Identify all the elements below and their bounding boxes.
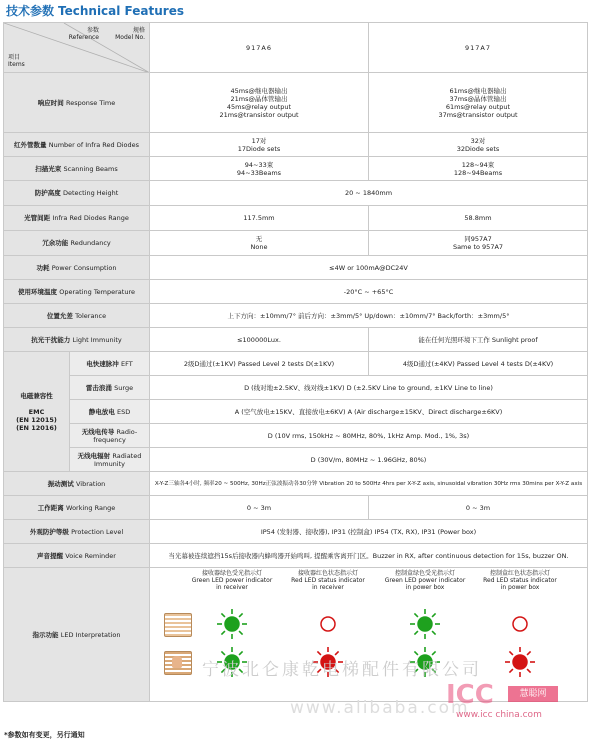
led-header-cn: 接收器绿色受光指示灯 <box>201 570 262 577</box>
row-radiated-immunity <box>4 448 588 472</box>
esd-value: A (空气放电±15KV、直接放电±6KV) A (Air discharge±15KV、Direct discharge±6KV) <box>150 400 588 424</box>
led-header-en2: in power box <box>500 584 540 591</box>
row-response-time <box>4 73 588 133</box>
header-model-en: Model No. <box>115 34 145 41</box>
row-temperature <box>4 280 588 304</box>
logo-cn: 慧聪网 <box>508 686 558 702</box>
label-light-immunity: 抗光干扰能力 Light Immunity <box>4 328 150 352</box>
eft-917a7: 4级D通过(±4KV) Passed Level 4 tests D(±4KV) <box>369 352 588 376</box>
redundancy-917a7: 同957A7 Same to 957A7 <box>369 231 588 256</box>
label-emc-group <box>4 352 70 472</box>
temperature-value: -20°C ~ +65°C <box>150 280 588 304</box>
response-917a7: 61ms@继电器输出 37ms@晶体管输出 61ms@relay output 37ms@transistor output <box>369 73 588 133</box>
led-header-cn: 接收器红色状态指示灯 <box>297 570 358 577</box>
emc-std2: (EN 12016) <box>16 423 57 432</box>
row-light-immunity <box>4 328 588 352</box>
label-beams: 扫描光束 Scanning Beams <box>4 157 150 181</box>
power-value: ≤4W or 100mA@DC24V <box>150 256 588 280</box>
diodes-917a7: 32对 32Diode sets <box>369 133 588 157</box>
led-column-header <box>377 570 473 591</box>
led-header-en2: in receiver <box>312 584 344 591</box>
vibration-value: X-Y-Z三轴各4小时, 频率20 ~ 500Hz, 30Hz正弦波振动各30分钟 Vibration 20 to 500Hz 4hrs per X-Y-Z axis, sinusoidal vibration 30Hz rms 30mins per X-Y-Z axis <box>150 472 588 496</box>
led-column-header <box>280 570 376 591</box>
label-protection: 外观防护等级 Protection Level <box>4 520 150 544</box>
label-vibration: 振动测试 Vibration <box>4 472 150 496</box>
radiated-immunity-value: D (30V/m, 80MHz ~ 1.96GHz, 80%) <box>150 448 588 472</box>
model-917a7: 917A7 <box>369 23 588 73</box>
label-diodes: 红外管数量 Number of Infra Red Diodes <box>4 133 150 157</box>
title-en: Technical Features <box>58 4 184 18</box>
section-title <box>6 2 184 19</box>
led-header-en1: Red LED status indicator <box>291 577 365 584</box>
header-row <box>4 23 588 73</box>
label-redundancy: 冗余功能 Redundancy <box>4 231 150 256</box>
height-value: 20 ~ 1840mm <box>150 181 588 206</box>
diodes-917a6: 17对 17Diode sets <box>150 133 369 157</box>
row-diodes <box>4 133 588 157</box>
response-917a6: 45ms@继电器输出 21ms@晶体管输出 45ms@relay output 21ms@transistor output <box>150 73 369 133</box>
watermark-company: 宁波北仑康乾电梯配件有限公司 <box>202 660 482 680</box>
range-917a7: 58.8mm <box>369 206 588 231</box>
footnote: *参数如有变更，另行通知 <box>4 731 85 739</box>
header-items <box>8 54 25 68</box>
row-surge <box>4 376 588 400</box>
watermark-alibaba: www.alibaba.com <box>290 698 470 718</box>
led-header-cn: 控制盒绿色受光指示灯 <box>394 570 455 577</box>
label-radiated-immunity: 无线电辐射 Radiated Immunity <box>70 448 150 472</box>
header-ref-en: Reference <box>68 34 99 41</box>
led-header-cn: 控制盒红色状态指示灯 <box>489 570 550 577</box>
row-radio-frequency <box>4 424 588 448</box>
surge-value: D (线对地±2.5KV、线对线±1KV) D (±2.5KV Line to ground, ±1KV Line to line) <box>150 376 588 400</box>
led-header-en1: Red LED status indicator <box>483 577 557 584</box>
emc-std1: (EN 12015) <box>16 415 57 424</box>
working-range-917a6: 0 ~ 3m <box>150 496 369 520</box>
row-eft <box>4 352 588 376</box>
label-esd: 静电放电 ESD <box>70 400 150 424</box>
tolerance-value: 上下方向：±10mm/7° 前后方向：±3mm/5° Up/down：±10mm/7° Back/forth：±3mm/5° <box>150 304 588 328</box>
protection-value: IP54 (发射器、接收器), IP31 (控制盒) IP54 (TX, RX), IP31 (Power box) <box>150 520 588 544</box>
row-beams <box>4 157 588 181</box>
label-range: 光管间距 Infra Red Diodes Range <box>4 206 150 231</box>
label-tolerance: 位置允差 Tolerance <box>4 304 150 328</box>
watermark-logo <box>446 680 564 724</box>
header-ref-model <box>68 27 145 41</box>
row-height <box>4 181 588 206</box>
row-protection <box>4 520 588 544</box>
label-eft: 电快速脉冲 EFT <box>70 352 150 376</box>
header-item-cn: 项目 <box>8 54 21 61</box>
light-917a7: 能在任何光照环境下工作 Sunlight proof <box>369 328 588 352</box>
row-redundancy <box>4 231 588 256</box>
label-power: 功耗 Power Consumption <box>4 256 150 280</box>
beams-917a6: 94~33束 94~33Beams <box>150 157 369 181</box>
label-radio-frequency: 无线电传导 Radio-frequency <box>70 424 150 448</box>
label-response-time: 响应时间 Response Time <box>4 73 150 133</box>
voice-value: 当光幕被连续遮挡15s后接收器内蜂鸣器开始鸣叫, 提醒乘客离开门区。Buzzer in RX, after continuous detection for 15s, buzzer ON. <box>150 544 588 568</box>
spec-table <box>3 22 588 702</box>
model-917a6: 917A6 <box>150 23 369 73</box>
working-range-917a7: 0 ~ 3m <box>369 496 588 520</box>
logo-icc: ICC <box>446 680 494 710</box>
row-tolerance <box>4 304 588 328</box>
row-range <box>4 206 588 231</box>
led-column-header <box>184 570 280 591</box>
red-led-icon <box>308 604 348 644</box>
label-temperature: 使用环境温度 Operating Temperature <box>4 280 150 304</box>
range-917a6: 117.5mm <box>150 206 369 231</box>
green-led-icon <box>405 604 445 644</box>
label-surge: 雷击浪涌 Surge <box>70 376 150 400</box>
row-working-range <box>4 496 588 520</box>
radio-frequency-value: D (10V rms, 150kHz ~ 80MHz, 80%, 1kHz Amp. Mod., 1%, 3s) <box>150 424 588 448</box>
led-header-en2: in power box <box>405 584 445 591</box>
emc-en: EMC <box>28 407 45 416</box>
label-height: 防护高度 Detecting Height <box>4 181 150 206</box>
title-cn: 技术参数 <box>6 4 55 18</box>
light-917a6: ≤100000Lux. <box>150 328 369 352</box>
emc-cn: 电磁兼容性 <box>20 391 53 400</box>
row-esd <box>4 400 588 424</box>
light-curtain-clear-icon <box>164 613 192 637</box>
beams-917a7: 128~94束 128~94Beams <box>369 157 588 181</box>
header-model-cn: 规格 <box>132 27 145 34</box>
header-item-en: Items <box>8 61 25 68</box>
row-voice <box>4 544 588 568</box>
redundancy-917a6: 无 None <box>150 231 369 256</box>
led-header-en1: Green LED power indicator <box>384 577 466 584</box>
label-working-range: 工作距离 Working Range <box>4 496 150 520</box>
led-header-en2: in receiver <box>216 584 248 591</box>
row-power <box>4 256 588 280</box>
eft-917a6: 2级D通过(±1KV) Passed Level 2 tests D(±1KV) <box>150 352 369 376</box>
red-led-icon <box>500 642 540 682</box>
green-led-icon <box>212 604 252 644</box>
header-ref-cn: 参数 <box>86 27 99 34</box>
led-column-header <box>472 570 568 591</box>
led-header-en1: Green LED power indicator <box>191 577 273 584</box>
red-led-icon <box>500 604 540 644</box>
header-corner <box>4 23 150 73</box>
label-led: 指示功能 LED Interpretation <box>4 568 150 702</box>
label-voice: 声音提醒 Voice Reminder <box>4 544 150 568</box>
row-vibration <box>4 472 588 496</box>
hand-icon <box>172 656 182 668</box>
logo-url: www.icc china.com <box>456 710 542 720</box>
